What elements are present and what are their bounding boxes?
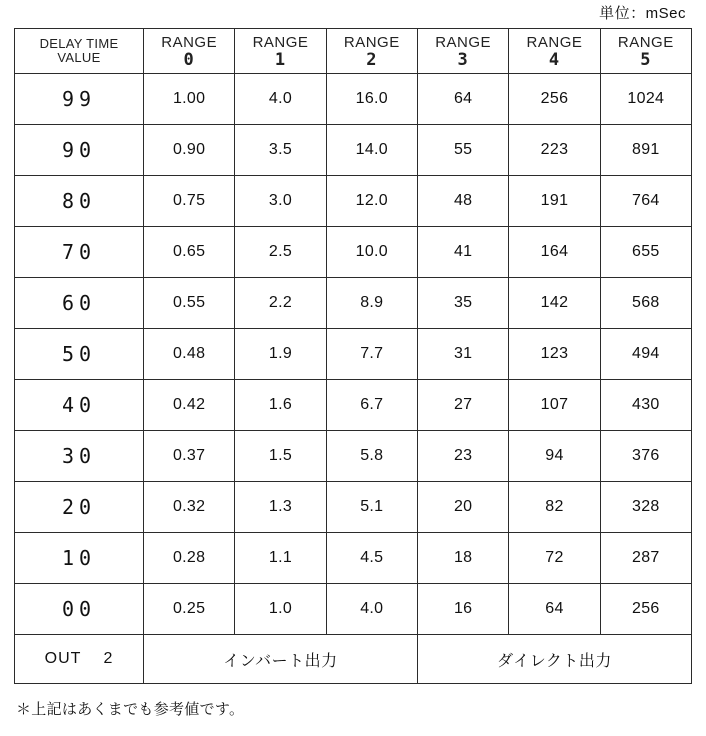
header-range-label-5: RANGE xyxy=(617,33,674,51)
table-row xyxy=(15,278,692,329)
cell-range-5: 287 xyxy=(600,533,691,584)
table-row xyxy=(15,176,692,227)
cell-range-0: 0.37 xyxy=(144,431,235,482)
table-header xyxy=(15,29,692,74)
cell-range-1: 1.1 xyxy=(235,533,326,584)
cell-range-3: 23 xyxy=(417,431,508,482)
cell-range-2: 4.0 xyxy=(326,584,417,635)
cell-range-2: 16.0 xyxy=(326,74,417,125)
header-line-1: DELAY TIME xyxy=(39,36,119,51)
cell-range-2: 5.8 xyxy=(326,431,417,482)
row-value: 70 xyxy=(15,227,144,278)
cell-range-2: 14.0 xyxy=(326,125,417,176)
cell-range-2: 12.0 xyxy=(326,176,417,227)
cell-range-2: 6.7 xyxy=(326,380,417,431)
header-range-number-2: 2 xyxy=(366,49,378,70)
cell-range-4: 72 xyxy=(509,533,600,584)
table-footer-row xyxy=(15,635,692,684)
row-value: 99 xyxy=(15,74,144,125)
cell-range-3: 48 xyxy=(417,176,508,227)
out-label: OUT xyxy=(44,650,82,667)
cell-range-1: 1.5 xyxy=(235,431,326,482)
invert-output-cell: インバート出力 xyxy=(144,635,418,684)
header-range-number-4: 4 xyxy=(548,49,561,70)
cell-range-1: 4.0 xyxy=(235,74,326,125)
delay-time-table xyxy=(14,28,692,684)
cell-range-2: 4.5 xyxy=(326,533,417,584)
cell-range-4: 256 xyxy=(509,74,600,125)
header-range-label-4: RANGE xyxy=(526,33,583,51)
cell-range-3: 20 xyxy=(417,482,508,533)
cell-range-1: 3.5 xyxy=(235,125,326,176)
header-line-2: VALUE xyxy=(57,50,101,65)
cell-range-3: 41 xyxy=(417,227,508,278)
out-value: 2 xyxy=(103,650,114,667)
unit-note: 単位：mSec xyxy=(599,5,686,22)
header-range-1 xyxy=(235,29,326,74)
cell-range-5: 764 xyxy=(600,176,691,227)
cell-range-5: 376 xyxy=(600,431,691,482)
row-value: 50 xyxy=(15,329,144,380)
cell-range-1: 3.0 xyxy=(235,176,326,227)
cell-range-4: 64 xyxy=(509,584,600,635)
header-range-label-3: RANGE xyxy=(435,33,492,51)
table-row xyxy=(15,431,692,482)
cell-range-5: 1024 xyxy=(600,74,691,125)
cell-range-0: 0.55 xyxy=(144,278,235,329)
cell-range-3: 27 xyxy=(417,380,508,431)
cell-range-1: 2.5 xyxy=(235,227,326,278)
cell-range-1: 2.2 xyxy=(235,278,326,329)
cell-range-4: 191 xyxy=(509,176,600,227)
cell-range-0: 0.32 xyxy=(144,482,235,533)
cell-range-1: 1.6 xyxy=(235,380,326,431)
row-value: 60 xyxy=(15,278,144,329)
table-row xyxy=(15,227,692,278)
header-range-number-0: 0 xyxy=(183,49,195,70)
cell-range-0: 0.48 xyxy=(144,329,235,380)
cell-range-4: 82 xyxy=(509,482,600,533)
table-row xyxy=(15,380,692,431)
table-row xyxy=(15,125,692,176)
cell-range-2: 8.9 xyxy=(326,278,417,329)
cell-range-3: 18 xyxy=(417,533,508,584)
row-value: 00 xyxy=(15,584,144,635)
cell-range-2: 7.7 xyxy=(326,329,417,380)
table-body xyxy=(15,74,692,684)
header-range-0 xyxy=(144,29,235,74)
cell-range-5: 328 xyxy=(600,482,691,533)
row-value: 10 xyxy=(15,533,144,584)
table-header-row xyxy=(15,29,692,74)
cell-range-4: 94 xyxy=(509,431,600,482)
cell-range-3: 16 xyxy=(417,584,508,635)
header-range-3 xyxy=(417,29,508,74)
cell-range-4: 123 xyxy=(509,329,600,380)
cell-range-0: 0.25 xyxy=(144,584,235,635)
header-range-number-1: 1 xyxy=(274,49,287,70)
cell-range-5: 494 xyxy=(600,329,691,380)
cell-range-3: 35 xyxy=(417,278,508,329)
cell-range-0: 0.90 xyxy=(144,125,235,176)
row-value: 20 xyxy=(15,482,144,533)
cell-range-2: 10.0 xyxy=(326,227,417,278)
table-row xyxy=(15,329,692,380)
row-value: 80 xyxy=(15,176,144,227)
out-cell xyxy=(15,635,144,684)
cell-range-3: 55 xyxy=(417,125,508,176)
cell-range-5: 568 xyxy=(600,278,691,329)
cell-range-4: 164 xyxy=(509,227,600,278)
cell-range-5: 256 xyxy=(600,584,691,635)
table-row xyxy=(15,584,692,635)
cell-range-5: 430 xyxy=(600,380,691,431)
cell-range-0: 0.65 xyxy=(144,227,235,278)
cell-range-0: 0.75 xyxy=(144,176,235,227)
cell-range-1: 1.0 xyxy=(235,584,326,635)
table-row xyxy=(15,74,692,125)
header-range-label-0: RANGE xyxy=(161,33,218,51)
header-range-label-1: RANGE xyxy=(252,33,309,51)
cell-range-5: 891 xyxy=(600,125,691,176)
table-row xyxy=(15,482,692,533)
cell-range-0: 1.00 xyxy=(144,74,235,125)
header-range-label-2: RANGE xyxy=(343,33,400,51)
cell-range-4: 142 xyxy=(509,278,600,329)
cell-range-0: 0.42 xyxy=(144,380,235,431)
cell-range-1: 1.3 xyxy=(235,482,326,533)
header-range-2 xyxy=(326,29,417,74)
cell-range-1: 1.9 xyxy=(235,329,326,380)
cell-range-3: 31 xyxy=(417,329,508,380)
cell-range-3: 64 xyxy=(417,74,508,125)
header-range-number-3: 3 xyxy=(457,49,469,70)
cell-range-2: 5.1 xyxy=(326,482,417,533)
header-range-4 xyxy=(509,29,600,74)
cell-range-4: 223 xyxy=(509,125,600,176)
footnote: ＊上記はあくまでも参考値です。 xyxy=(16,701,245,718)
row-value: 90 xyxy=(15,125,144,176)
row-value: 30 xyxy=(15,431,144,482)
header-range-5 xyxy=(600,29,691,74)
header-range-number-5: 5 xyxy=(640,49,652,70)
row-value: 40 xyxy=(15,380,144,431)
direct-output-cell: ダイレクト出力 xyxy=(417,635,691,684)
cell-range-5: 655 xyxy=(600,227,691,278)
table-row xyxy=(15,533,692,584)
cell-range-4: 107 xyxy=(509,380,600,431)
header-delay-time-value xyxy=(15,29,144,74)
cell-range-0: 0.28 xyxy=(144,533,235,584)
